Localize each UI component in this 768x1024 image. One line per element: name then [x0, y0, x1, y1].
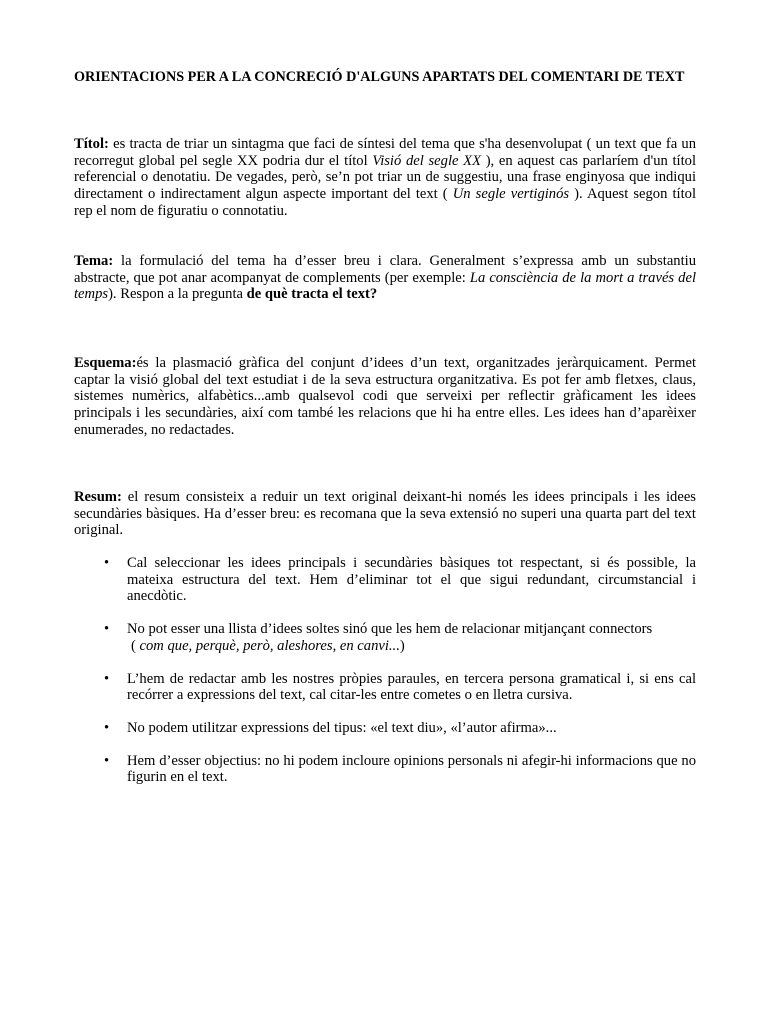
connectors-examples	[127, 638, 696, 655]
bullet-text: No pot esser una llista d’idees soltes sinó que les hem de relacionar mitjançant connectors	[127, 621, 653, 638]
document-title: ORIENTACIONS PER A LA CONCRECIÓ D'ALGUNS APARTATS DEL COMENTARI DE TEXT	[74, 69, 685, 85]
tema-text-2: ). Respon a la pregunta	[108, 286, 247, 303]
bullet-item	[74, 671, 696, 704]
bullet-text: L’hem de redactar amb les nostres pròpies paraules, en tercera persona gramatical i, si ens cal recórrer a expressions del text, cal citar-les entre cometes o en lletra cursiva.	[127, 670, 696, 704]
bullet-icon: •	[104, 719, 110, 736]
tema-paragraph	[74, 253, 696, 303]
esquema-paragraph	[74, 355, 696, 439]
bullet-text: Hem d’esser objectius: no hi podem incloure opinions personals ni afegir-hi informacions que no figurin en el text.	[127, 752, 696, 786]
bullet-item	[74, 621, 696, 654]
titol-text-2: ), en aquest cas parlaríem d'un títol referencial o denotatiu. De vegades, però, se’n pot triar un de suggestiu, una frase enginyosa que indiqui directament o indirectament algun aspecte important del text (	[74, 152, 696, 203]
resum-label: Resum:	[74, 489, 122, 505]
bullet-icon: •	[104, 555, 110, 571]
tema-text-1: la formulació del tema ha d’esser breu i clara. Generalment s’expressa amb un substantiu abstracte, que pot anar acompanyat de complements (per exemple:	[74, 253, 696, 286]
connectors-close: )	[399, 637, 405, 654]
titol-example-1: Visió del segle XX	[372, 152, 481, 169]
titol-text-1: es tracta de triar un sintagma que faci de síntesi del tema que s'ha desenvolupat ( un text que fa un recorregut global pel segle XX podria dur el títol	[74, 136, 696, 169]
tema-label: Tema:	[74, 253, 114, 269]
titol-example-2: Un segle vertiginós	[452, 186, 570, 203]
esquema-label: Esquema:	[74, 355, 137, 371]
bullet-item	[74, 555, 696, 605]
esquema-text: és la plasmació gràfica del conjunt d’idees d’un text, organitzades jeràrquicament. Permet captar la visió global del text estudiat i de la seva estructura organitzativa. Es pot fer amb fletxes, claus, sistemes numèrics, alfabètics...amb qualsevol codi que serveixi per reflectir gràficament les idees principals i les secundàries, així com també les relacions que hi ha entre elles. Les idees han d’aparèixer enumerades, no redactades.	[74, 355, 696, 438]
bullet-item	[74, 720, 696, 737]
tema-example: La consciència de la mort a través del temps	[74, 269, 696, 303]
resum-paragraph	[74, 489, 696, 539]
titol-paragraph	[74, 136, 696, 220]
titol-label: Títol:	[74, 136, 109, 152]
tema-question: de què tracta el text?	[246, 286, 378, 303]
titol-text-3: ). Aquest segon títol rep el nom de figuratiu o connotatiu.	[74, 186, 696, 219]
bullet-icon: •	[104, 621, 110, 638]
resum-bullet-list	[74, 555, 696, 786]
bullet-icon: •	[104, 752, 110, 769]
connectors-list: com que, perquè, però, aleshores, en canvi...	[139, 637, 400, 654]
resum-text: el resum consisteix a reduir un text original deixant-hi només les idees principals i les idees secundàries bàsiques. Ha d’esser breu: es recomana que la seva extensió no superi una quarta part del text original.	[74, 489, 696, 539]
bullet-text: Cal seleccionar les idees principals i secundàries bàsiques tot respectant, si és possible, la mateixa estructura del text. Hem d’eliminar tot el que sigui redundant, circumstancial i anecdòtic.	[127, 555, 696, 605]
bullet-text: No podem utilitzar expressions del tipus: «el text diu», «l’autor afirma»...	[127, 719, 557, 736]
connectors-open: (	[131, 637, 140, 654]
bullet-item	[74, 753, 696, 786]
bullet-icon: •	[104, 670, 110, 687]
